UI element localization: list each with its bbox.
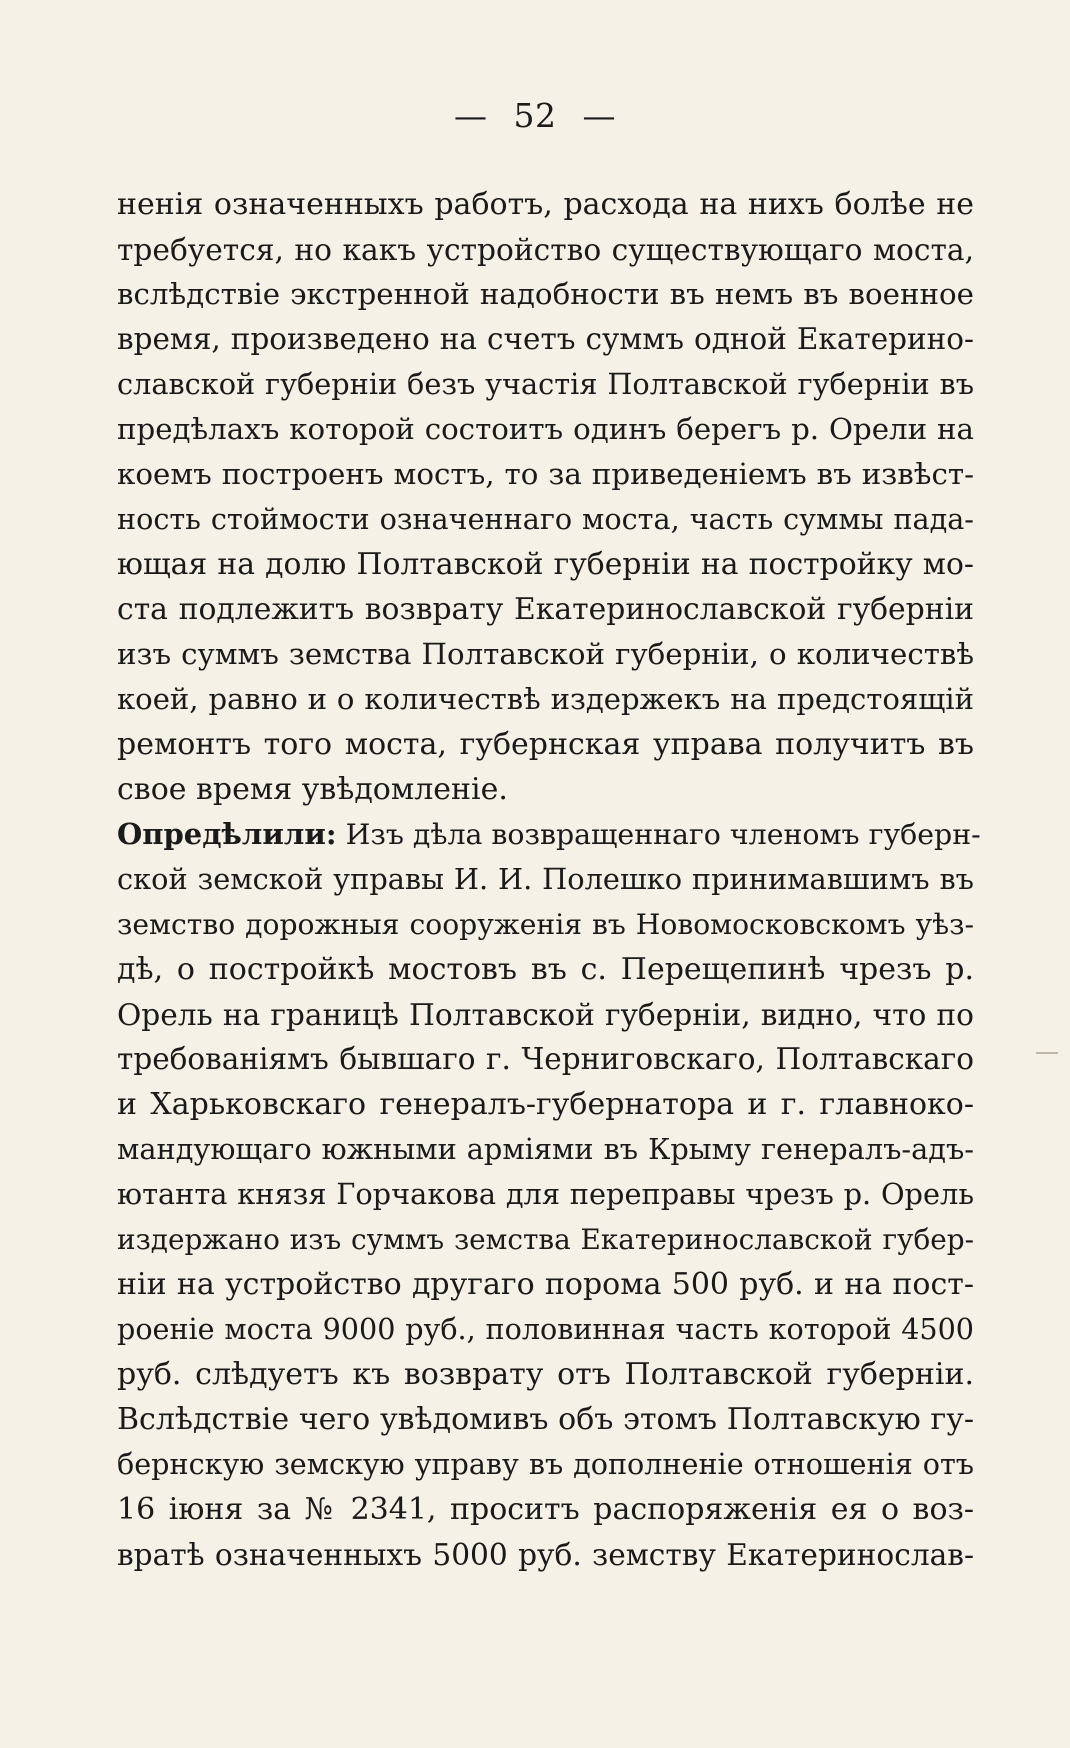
text-line: ющая на долю Полтавской губерніи на постройку мо- — [117, 547, 974, 582]
right-dash: — — [582, 96, 616, 135]
page-number: 52 — [513, 96, 557, 135]
text-line: требуется, но какъ устройство существующаго моста, — [117, 232, 974, 267]
body-text — [117, 182, 981, 1577]
paragraph-2 — [117, 812, 981, 1577]
text-line: требованіямъ бывшаго г. Черниговскаго, Полтавскаго — [117, 1042, 974, 1076]
text-line: коей, равно и о количествѣ издержекъ на предстоящій — [117, 682, 974, 716]
text-line: издержано изъ суммъ земства Екатеринославской губер- — [117, 1223, 974, 1256]
text-line: руб. слѣдуетъ къ возврату отъ Полтавской губерніи. — [117, 1357, 974, 1392]
paragraph-2-lines — [117, 857, 974, 1577]
text-line: земство дорожныя сооруженія въ Новомосковскомъ уѣз- — [117, 908, 974, 941]
text-line: вслѣдствіе экстренной надобности въ немъ въ военное — [117, 277, 974, 311]
text-line: ность стоймости означеннаго моста, часть суммы пада- — [117, 502, 974, 536]
text-line: дѣ, о постройкѣ мостовъ въ с. Перещепинѣ чрезъ р. — [117, 952, 974, 987]
left-dash: — — [454, 96, 488, 135]
margin-mark — [1036, 1052, 1058, 1054]
text-line: вратѣ означенныхъ 5000 руб. земству Екатеринослав- — [117, 1537, 974, 1572]
text-line: Вслѣдствіе чего увѣдомивъ объ этомъ Полтавскую гу- — [117, 1402, 974, 1437]
text-line: Орель на границѣ Полтавской губерніи, видно, что по — [117, 997, 974, 1032]
text-line: ской земской управы И. И. Полешко принимавшимъ въ — [117, 862, 974, 896]
text-line: время, произведено на счетъ суммъ одной Екатерино- — [117, 322, 974, 356]
text-line: ремонтъ того моста, губернская управа получитъ въ — [117, 727, 974, 762]
text-line: ютанта князя Горчакова для переправы чрезъ р. Орель — [117, 1177, 974, 1211]
paragraph-1 — [117, 182, 974, 812]
page-number-header — [0, 96, 1070, 135]
paragraph-2-first-line — [117, 812, 981, 857]
paragraph-2-first-line-text: Изъ дѣла возвращеннаго членомъ губерн- — [345, 818, 981, 851]
text-line: 16 іюня за № 2341, проситъ распоряженія ея о воз- — [117, 1492, 974, 1527]
text-line: ста подлежитъ возврату Екатеринославской губерніи — [117, 592, 974, 627]
text-line: славской губерніи безъ участія Полтавской губерніи въ — [117, 367, 974, 401]
resolution-label: Опредѣлили: — [117, 817, 337, 851]
text-line: свое время увѣдомленіе. — [117, 772, 508, 807]
text-line: роеніе моста 9000 руб., половинная часть которой 4500 — [117, 1312, 974, 1346]
text-line: и Харьковскаго генералъ-губернатора и г. главноко- — [117, 1087, 974, 1122]
text-line: ненія означенныхъ работъ, расхода на нихъ болѣе не — [117, 187, 974, 222]
text-line: мандующаго южными арміями въ Крыму генералъ-адъ- — [117, 1132, 974, 1166]
text-line: ніи на устройство другаго порома 500 руб. и на пост- — [117, 1267, 974, 1302]
text-line: бернскую земскую управу въ дополненіе отношенія отъ — [117, 1447, 974, 1481]
text-line: предѣлахъ которой состоитъ одинъ берегъ р. Орели на — [117, 412, 974, 446]
text-line: изъ суммъ земства Полтавской губерніи, о количествѣ — [117, 637, 974, 671]
text-line: коемъ построенъ мостъ, то за приведеніемъ въ извѣст- — [117, 457, 974, 491]
